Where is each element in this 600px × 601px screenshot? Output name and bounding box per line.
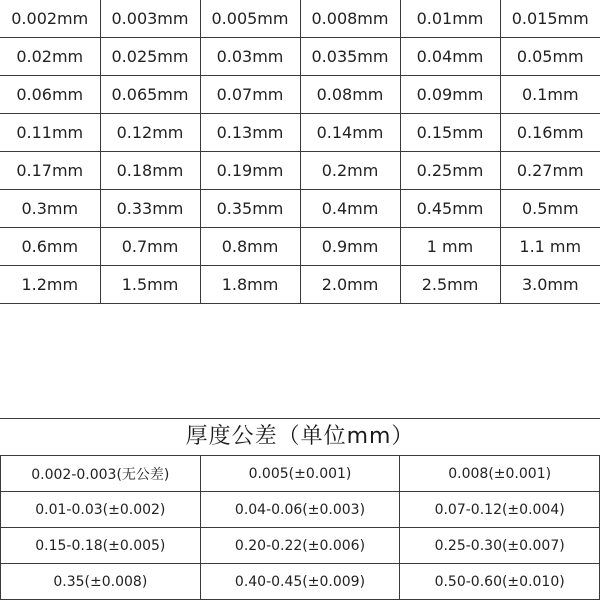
tolerance-table xyxy=(0,456,600,600)
table-cell: 0.07mm xyxy=(200,76,300,114)
table-cell: 0.15mm xyxy=(400,114,500,152)
table-cell: 0.8mm xyxy=(200,228,300,266)
table-cell: 0.20-0.22(±0.006) xyxy=(200,528,400,564)
table-cell: 0.15-0.18(±0.005) xyxy=(1,528,201,564)
table-cell: 0.03mm xyxy=(200,38,300,76)
table-row xyxy=(0,190,600,228)
table-cell: 0.06mm xyxy=(0,76,100,114)
table-cell: 0.16mm xyxy=(500,114,600,152)
table-cell: 0.08mm xyxy=(300,76,400,114)
table-cell: 1.2mm xyxy=(0,266,100,304)
table-cell: 0.35mm xyxy=(200,190,300,228)
table-cell: 0.25-0.30(±0.007) xyxy=(400,528,600,564)
table-cell: 0.005(±0.001) xyxy=(200,456,400,492)
table-cell: 0.6mm xyxy=(0,228,100,266)
table-row xyxy=(1,528,600,564)
table-cell: 0.005mm xyxy=(200,0,300,38)
table-cell: 0.09mm xyxy=(400,76,500,114)
table-cell: 0.008mm xyxy=(300,0,400,38)
tolerance-section xyxy=(0,418,600,601)
table-cell: 0.035mm xyxy=(300,38,400,76)
table-cell: 1.8mm xyxy=(200,266,300,304)
table-row xyxy=(0,228,600,266)
table-cell: 0.33mm xyxy=(100,190,200,228)
table-cell: 0.1mm xyxy=(500,76,600,114)
table-cell: 0.7mm xyxy=(100,228,200,266)
table-row xyxy=(0,266,600,304)
table-row xyxy=(0,114,600,152)
table-cell: 0.45mm xyxy=(400,190,500,228)
table-cell: 1.5mm xyxy=(100,266,200,304)
table-row xyxy=(1,456,600,492)
table-cell: 0.25mm xyxy=(400,152,500,190)
table-cell: 0.9mm xyxy=(300,228,400,266)
table-cell: 1 mm xyxy=(400,228,500,266)
table-cell: 0.025mm xyxy=(100,38,200,76)
table-cell: 0.3mm xyxy=(0,190,100,228)
tolerance-title: 厚度公差（单位mm） xyxy=(0,419,600,456)
table-cell: 0.04-0.06(±0.003) xyxy=(200,492,400,528)
table-cell: 0.5mm xyxy=(500,190,600,228)
table-cell: 0.002-0.003(无公差) xyxy=(1,456,201,492)
table-cell: 0.11mm xyxy=(0,114,100,152)
table-cell: 2.0mm xyxy=(300,266,400,304)
table-row xyxy=(1,564,600,600)
table-cell: 0.04mm xyxy=(400,38,500,76)
table-cell: 1.1 mm xyxy=(500,228,600,266)
table-cell: 0.015mm xyxy=(500,0,600,38)
table-cell: 0.002mm xyxy=(0,0,100,38)
table-cell: 0.12mm xyxy=(100,114,200,152)
table-cell: 0.14mm xyxy=(300,114,400,152)
table-cell: 0.008(±0.001) xyxy=(400,456,600,492)
table-row xyxy=(0,152,600,190)
table-row xyxy=(0,76,600,114)
table-cell: 0.05mm xyxy=(500,38,600,76)
tolerance-table-body xyxy=(1,456,600,600)
table-cell: 0.003mm xyxy=(100,0,200,38)
table-cell: 0.2mm xyxy=(300,152,400,190)
table-cell: 0.07-0.12(±0.004) xyxy=(400,492,600,528)
table-cell: 2.5mm xyxy=(400,266,500,304)
table-cell: 0.18mm xyxy=(100,152,200,190)
table-cell: 0.50-0.60(±0.010) xyxy=(400,564,600,600)
table-cell: 0.19mm xyxy=(200,152,300,190)
table-cell: 0.065mm xyxy=(100,76,200,114)
table-cell: 0.13mm xyxy=(200,114,300,152)
table-cell: 0.01mm xyxy=(400,0,500,38)
table-cell: 0.02mm xyxy=(0,38,100,76)
table-cell: 0.01-0.03(±0.002) xyxy=(1,492,201,528)
table-row xyxy=(0,0,600,38)
table-cell: 3.0mm xyxy=(500,266,600,304)
table-cell: 0.27mm xyxy=(500,152,600,190)
table-row xyxy=(1,492,600,528)
table-cell: 0.17mm xyxy=(0,152,100,190)
table-cell: 0.35(±0.008) xyxy=(1,564,201,600)
table-cell: 0.40-0.45(±0.009) xyxy=(200,564,400,600)
table-row xyxy=(0,38,600,76)
table-cell: 0.4mm xyxy=(300,190,400,228)
